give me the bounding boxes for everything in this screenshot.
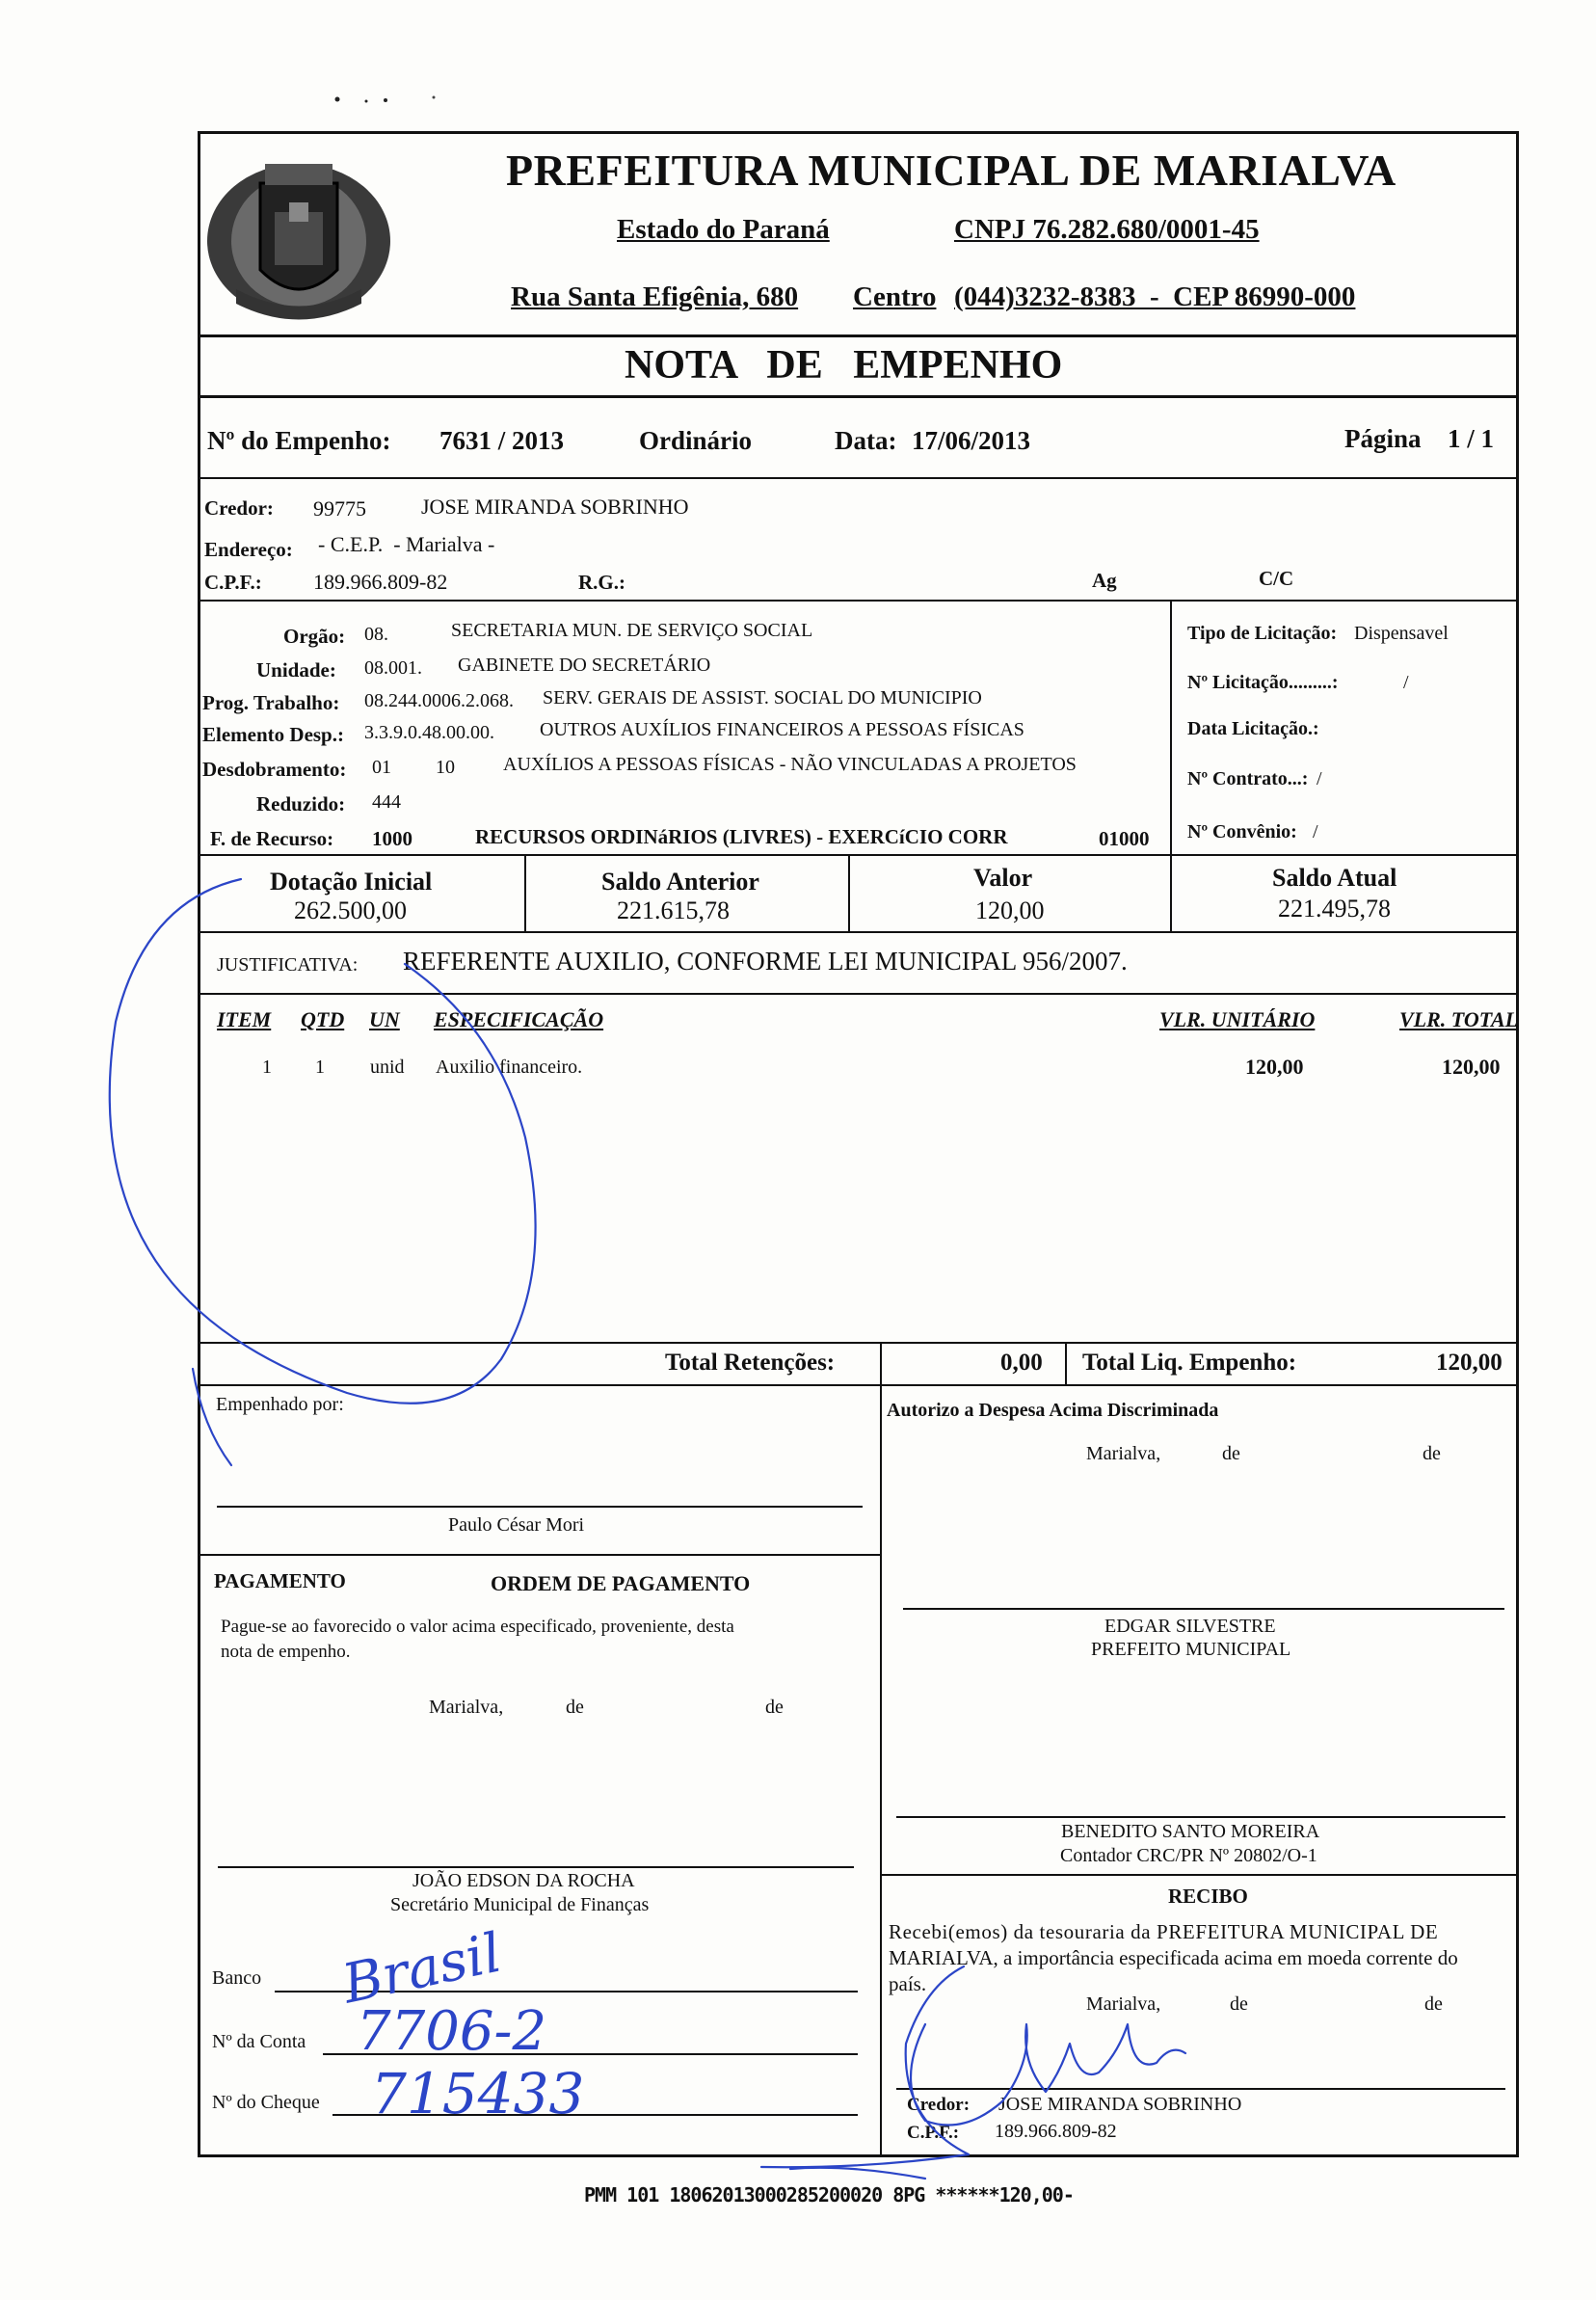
- autorizo-local: Marialva,: [1086, 1443, 1161, 1464]
- fonte-number: 01000: [1099, 827, 1150, 850]
- items-header-qtd: QTD: [301, 1007, 345, 1031]
- data-licitacao-label: Data Licitação.:: [1187, 718, 1319, 739]
- prefeito-name: EDGAR SILVESTRE: [1104, 1616, 1276, 1637]
- credor-name: JOSE MIRANDA SOBRINHO: [421, 495, 689, 519]
- recibo-line-1: Recebi(emos) da tesouraria da PREFEITURA MUNICIPAL DE: [889, 1920, 1439, 1943]
- items-header-total: VLR. TOTAL: [1399, 1007, 1519, 1031]
- autorizo-de-2: de: [1423, 1443, 1441, 1464]
- contador-cargo: Contador CRC/PR Nº 20802/O-1: [1060, 1845, 1317, 1866]
- fonte-label: F. de Recurso:: [210, 827, 334, 850]
- licitacao-number-value: /: [1403, 672, 1409, 693]
- header-title: PREFEITURA MUNICIPAL DE MARIALVA: [506, 146, 1396, 195]
- elemento-label: Elemento Desp.:: [202, 723, 344, 746]
- desdobramento-code-a: 01: [372, 757, 391, 778]
- licitacao-number-label: Nº Licitação.........:: [1187, 672, 1339, 693]
- row-espec: Auxilio financeiro.: [436, 1056, 583, 1078]
- page-label: Página: [1344, 424, 1422, 453]
- items-header-item: ITEM: [217, 1007, 272, 1031]
- recibo-title: RECIBO: [1168, 1885, 1248, 1908]
- justificativa-label: JUSTIFICATIVA:: [217, 954, 359, 976]
- header-state: Estado do Paraná: [617, 214, 830, 245]
- pagamento-de-1: de: [566, 1697, 584, 1718]
- valor-value: 120,00: [975, 896, 1045, 924]
- pagamento-text-1: Pague-se ao favorecido o valor acima especificado, proveniente, desta: [221, 1617, 734, 1637]
- fonte-code: 1000: [372, 827, 412, 850]
- recibo-de-2: de: [1424, 1993, 1443, 2015]
- credor-label: Credor:: [204, 496, 274, 520]
- fonte-name: RECURSOS ORDINáRIOS (LIVRES) - EXERCíCIO CORR: [475, 825, 1008, 848]
- ag-label: Ag: [1092, 569, 1117, 592]
- row-un: unid: [370, 1056, 405, 1078]
- secretario-name: JOÃO EDSON DA ROCHA: [412, 1870, 635, 1891]
- prog-name: SERV. GERAIS DE ASSIST. SOCIAL DO MUNICIPIO: [543, 687, 982, 709]
- pagamento-de-2: de: [765, 1697, 784, 1718]
- autorizo-de-1: de: [1222, 1443, 1240, 1464]
- credor-code: 99775: [313, 496, 366, 521]
- recibo-line-3: país.: [889, 1972, 927, 1995]
- total-retencoes-value: 0,00: [1000, 1350, 1043, 1376]
- header-cnpj: CNPJ 76.282.680/0001-45: [954, 214, 1260, 245]
- unidade-name: GABINETE DO SECRETÁRIO: [458, 655, 711, 676]
- recibo-cpf-label: C.P.F.:: [907, 2123, 960, 2143]
- empenho-date-label: Data:: [835, 426, 897, 455]
- prog-code: 08.244.0006.2.068.: [364, 690, 514, 711]
- secretario-cargo: Secretário Municipal de Finanças: [390, 1894, 650, 1915]
- recibo-line-2: MARIALVA, a importância especificada acima em moeda corrente do: [889, 1946, 1458, 1969]
- handwritten-cheque: 715433: [371, 2061, 585, 2126]
- ink-line-cheque: [790, 2168, 925, 2179]
- pagamento-text-2: nota de empenho.: [221, 1642, 351, 1662]
- orgao-name: SECRETARIA MUN. DE SERVIÇO SOCIAL: [451, 620, 813, 641]
- ink-signature: [761, 1966, 1185, 2167]
- valor-label: Valor: [973, 864, 1033, 892]
- empenho-number-label: Nº do Empenho:: [207, 426, 391, 455]
- total-liquido-value: 120,00: [1436, 1350, 1503, 1376]
- footer-code: PMM 101 18062013000285200020 8PG ******120,00-: [584, 2183, 1074, 2206]
- recibo-cpf-value: 189.966.809-82: [995, 2121, 1117, 2142]
- items-header-unit: VLR. UNITÁRIO: [1159, 1007, 1316, 1031]
- orgao-code: 08.: [364, 624, 388, 645]
- total-liquido-label: Total Liq. Empenho:: [1082, 1350, 1297, 1376]
- ink-loop: [110, 879, 536, 1404]
- header-phone-cep: (044)3232-8383 - CEP 86990-000: [954, 281, 1356, 312]
- autorizo-text: Autorizo a Despesa Acima Discriminada: [887, 1400, 1219, 1421]
- saldo-anterior-value: 221.615,78: [617, 896, 730, 924]
- contador-name: BENEDITO SANTO MOREIRA: [1061, 1821, 1320, 1842]
- cpf-label: C.P.F.:: [204, 571, 262, 594]
- convenio-label: Nº Convênio:: [1187, 821, 1297, 842]
- cpf-value: 189.966.809-82: [313, 570, 448, 594]
- unidade-code: 08.001.: [364, 657, 422, 679]
- empenho-type: Ordinário: [639, 426, 753, 455]
- recibo-local: Marialva,: [1086, 1993, 1161, 2015]
- tipo-licitacao-label: Tipo de Licitação:: [1187, 623, 1338, 644]
- total-retencoes-label: Total Retenções:: [665, 1350, 836, 1376]
- prefeito-cargo: PREFEITO MUNICIPAL: [1091, 1639, 1291, 1660]
- unidade-label: Unidade:: [256, 658, 336, 682]
- pagamento-local: Marialva,: [429, 1697, 504, 1718]
- cc-label: C/C: [1259, 567, 1294, 590]
- row-item: 1: [262, 1056, 272, 1078]
- desdobramento-label: Desdobramento:: [202, 758, 347, 781]
- reduzido-label: Reduzido:: [256, 792, 346, 816]
- banco-label: Banco: [212, 1967, 262, 1989]
- recibo-credor-label: Credor:: [907, 2095, 971, 2115]
- page-number: 1 / 1: [1448, 424, 1495, 453]
- row-total: 120,00: [1442, 1055, 1501, 1079]
- cheque-label: Nº do Cheque: [212, 2092, 320, 2113]
- header-district: Centro: [853, 281, 937, 312]
- dotacao-inicial-label: Dotação Inicial: [270, 868, 433, 896]
- pagamento-label: PAGAMENTO: [214, 1569, 346, 1592]
- prog-label: Prog. Trabalho:: [202, 691, 340, 714]
- justificativa-text: REFERENTE AUXILIO, CONFORME LEI MUNICIPAL 956/2007.: [403, 947, 1128, 976]
- items-header-un: UN: [369, 1007, 400, 1031]
- ink-sweep: [193, 1369, 231, 1465]
- desdobramento-code-b: 10: [436, 757, 455, 778]
- endereco-label: Endereço:: [204, 538, 293, 561]
- reduzido-value: 444: [372, 791, 401, 813]
- header-street: Rua Santa Efigênia, 680: [511, 281, 799, 312]
- elemento-code: 3.3.9.0.48.00.00.: [364, 722, 494, 743]
- recibo-credor-name: JOSE MIRANDA SOBRINHO: [998, 2094, 1242, 2115]
- row-unit: 120,00: [1245, 1055, 1304, 1079]
- empenho-number: 7631 / 2013: [439, 426, 565, 455]
- desdobramento-name: AUXÍLIOS A PESSOAS FÍSICAS - NÃO VINCULADAS A PROJETOS: [503, 754, 1077, 775]
- convenio-value: /: [1313, 821, 1318, 842]
- items-header-espec: ESPECIFICAÇÃO: [434, 1007, 604, 1031]
- recibo-de-1: de: [1230, 1993, 1248, 2015]
- tipo-licitacao-value: Dispensavel: [1354, 623, 1449, 644]
- contrato-label: Nº Contrato...:: [1187, 768, 1309, 789]
- ordem-pagamento-title: ORDEM DE PAGAMENTO: [491, 1571, 751, 1595]
- handwritten-conta: 7706-2: [357, 2000, 547, 2063]
- document-title: NOTA DE EMPENHO: [625, 343, 1063, 388]
- handwritten-banco: Brasil: [337, 1921, 507, 2017]
- row-qtd: 1: [315, 1056, 325, 1078]
- empenho-date: 17/06/2013: [912, 426, 1031, 455]
- saldo-anterior-label: Saldo Anterior: [601, 868, 759, 896]
- elemento-name: OUTROS AUXÍLIOS FINANCEIROS A PESSOAS FÍSICAS: [540, 719, 1024, 740]
- rg-label: R.G.:: [578, 571, 625, 594]
- saldo-atual-label: Saldo Atual: [1272, 864, 1397, 892]
- conta-label: Nº da Conta: [212, 2031, 306, 2052]
- orgao-label: Orgão:: [283, 625, 346, 648]
- dotacao-inicial-value: 262.500,00: [294, 896, 407, 924]
- empenhado-por-label: Empenhado por:: [216, 1394, 344, 1415]
- contrato-value: /: [1317, 768, 1322, 789]
- endereco-value: - C.E.P. - Marialva -: [318, 532, 495, 556]
- empenhado-por-name: Paulo César Mori: [448, 1514, 585, 1536]
- saldo-atual-value: 221.495,78: [1278, 895, 1391, 923]
